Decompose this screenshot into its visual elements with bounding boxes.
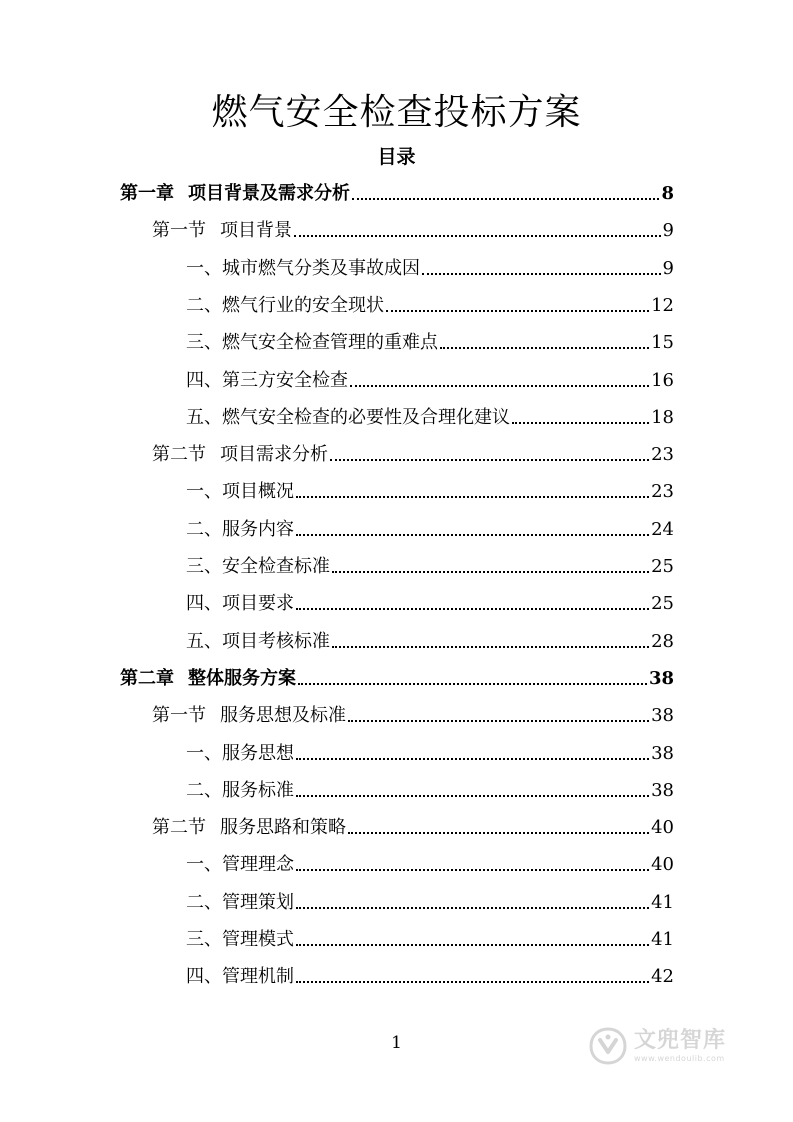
toc-entry-number: 一、 [186,481,222,503]
toc-dot-leader [296,608,649,610]
toc-entry-title: 管理策划 [222,891,294,913]
toc-entry-number: 四、 [186,966,222,988]
toc-entry[interactable] [152,437,674,467]
toc-entry[interactable] [186,885,674,915]
watermark-url: www.wendoulib.com [634,1054,725,1063]
toc-entry-label [186,592,294,616]
toc-entry[interactable] [186,736,674,766]
toc-entry-title: 管理理念 [222,854,294,876]
toc-entry-number: 一、 [186,257,222,279]
toc-entry-page: 38 [648,667,674,689]
toc-entry-title: 燃气行业的安全现状 [222,294,384,316]
toc-entry[interactable] [186,363,674,393]
toc-entry-label [152,816,346,840]
toc-entry-number: 第二章 [120,667,174,689]
toc-entry-page: 41 [651,891,674,913]
toc-entry-page: 25 [651,556,674,577]
toc-dot-leader [332,571,649,573]
toc-entry-title: 燃气安全检查管理的重难点 [222,332,438,354]
toc-entry-title: 服务标准 [222,779,294,801]
toc-dot-leader [296,907,649,909]
toc-entry-page: 42 [651,966,674,988]
toc-entry-title: 管理机制 [222,966,294,988]
toc-dot-leader [332,646,649,648]
toc-entry-label [186,331,438,355]
toc-entry-page: 40 [651,854,674,876]
toc-entry-label [186,965,294,989]
toc-entry-title: 项目考核标准 [222,630,330,652]
toc-entry-page: 16 [651,369,674,391]
toc-dot-leader [512,422,649,424]
toc-entry-page: 18 [651,406,674,428]
toc-dot-leader [296,869,649,871]
toc-entry[interactable] [186,325,674,355]
toc-dot-leader [296,944,649,946]
toc-entry[interactable] [152,810,674,840]
toc-dot-leader [348,832,649,834]
toc-entry-title: 项目背景及需求分析 [188,183,350,204]
toc-dot-leader [296,981,649,983]
toc-entry-page: 23 [651,481,674,503]
toc-entry[interactable] [186,474,674,504]
toc-entry[interactable] [186,586,674,616]
toc-entry-page: 23 [651,444,674,466]
toc-dot-leader [352,198,659,200]
toc-entry[interactable] [186,847,674,877]
toc-dot-leader [294,235,661,237]
document-title: 燃气安全检查投标方案 [211,92,582,133]
toc-entry-label [186,853,294,877]
toc-entry-label [152,443,328,467]
watermark-name: 文兜智库 [634,1028,727,1053]
toc-entry-number: 三、 [186,332,222,354]
toc-entry-number: 四、 [186,369,222,391]
toc-entry-page: 41 [651,929,674,950]
toc-entry-title: 燃气安全检查的必要性及合理化建议 [222,406,510,428]
toc-dot-leader [348,720,649,722]
toc-entry-page: 9 [662,220,674,242]
toc-entry-title: 城市燃气分类及事故成因 [222,257,420,279]
toc-dot-leader [296,795,649,797]
toc-entry-number: 第一章 [120,183,174,204]
toc-entry-page: 25 [651,593,674,615]
toc-entry[interactable] [186,773,674,803]
toc-entry-label [186,369,348,393]
toc-entry-page: 38 [651,779,674,801]
toc-entry-number: 二、 [186,891,222,913]
toc-dot-leader [298,683,647,685]
toc-entry[interactable] [186,288,674,318]
toc-entry-title: 服务思想及标准 [220,705,346,727]
toc-entry-page: 24 [651,518,674,540]
toc-entry-number: 二、 [186,518,222,540]
toc-entry-title: 项目需求分析 [220,444,328,466]
toc-entry[interactable] [186,922,674,952]
toc-entry-page: 12 [651,294,674,316]
toc-entry-number: 一、 [186,854,222,876]
toc-entry-title: 项目概况 [222,481,294,503]
toc-entry-number: 一、 [186,742,222,764]
toc-entry-label [186,555,330,579]
toc-entry[interactable] [186,400,674,430]
toc-entry-label [186,928,294,952]
toc-entry[interactable] [120,661,674,691]
toc-entry-label [152,704,346,728]
toc-entry-title: 服务内容 [222,518,294,540]
toc-dot-leader [296,534,649,536]
toc-entry-label [186,257,420,281]
toc-entry-label [120,667,296,691]
toc-entry-number: 五、 [186,406,222,428]
toc-dot-leader [296,496,649,498]
toc-entry-label [186,779,294,803]
toc-entry-number: 四、 [186,593,222,615]
toc-entry[interactable] [120,176,674,206]
toc-entry-title: 服务思路和策略 [220,817,346,839]
toc-entry[interactable] [152,213,674,243]
toc-entry-title: 项目要求 [222,593,294,615]
toc-entry-number: 二、 [186,779,222,801]
toc-entry-page: 9 [662,257,674,279]
toc-entry[interactable] [186,959,674,989]
toc-entry-title: 第三方安全检查 [222,369,348,391]
toc-entry-number: 三、 [186,556,222,577]
toc-entry-label [186,480,294,504]
toc-dot-leader [422,273,661,275]
toc-entry-number: 第一节 [152,220,206,242]
toc-entry-label [186,518,294,542]
toc-entry[interactable] [152,698,674,728]
toc-entry[interactable] [186,549,674,579]
toc-dot-leader [440,347,649,349]
watermark [588,1020,768,1072]
toc-entry-page: 8 [661,183,674,204]
toc-entry-page: 28 [651,630,674,652]
toc-dot-leader [330,459,649,461]
toc-dot-leader [350,385,649,387]
toc-entry-number: 二、 [186,294,222,316]
toc-entry-number: 第二节 [152,817,206,839]
watermark-logo-icon [588,1026,628,1066]
toc-entry-number: 五、 [186,630,222,652]
toc-entry-page: 15 [651,332,674,354]
toc-entry-page: 38 [651,742,674,764]
toc-entry-title: 整体服务方案 [188,667,296,689]
toc-entry-label [186,630,330,654]
toc-heading: 目录 [377,146,416,168]
toc-dot-leader [386,310,649,312]
toc-entry[interactable] [186,251,674,281]
page-number: 1 [391,1033,402,1053]
toc-entry-label [152,219,292,243]
toc-entry-title: 项目背景 [220,220,292,242]
toc-entry-number: 第一节 [152,705,206,727]
toc-entry-page: 40 [651,817,674,839]
toc-entry[interactable] [186,624,674,654]
toc-entry-label [120,182,350,206]
toc-entry-title: 管理模式 [222,929,294,950]
toc-entry-number: 第二节 [152,444,206,466]
toc-entry-label [186,742,294,766]
toc-entry[interactable] [186,512,674,542]
toc-entry-title: 安全检查标准 [222,556,330,577]
toc-entry-number: 三、 [186,929,222,950]
toc-entry-label [186,294,384,318]
toc-dot-leader [296,758,649,760]
toc-entry-label [186,406,510,430]
toc-entry-title: 服务思想 [222,742,294,764]
toc-entry-page: 38 [651,705,674,727]
toc-entry-label [186,891,294,915]
